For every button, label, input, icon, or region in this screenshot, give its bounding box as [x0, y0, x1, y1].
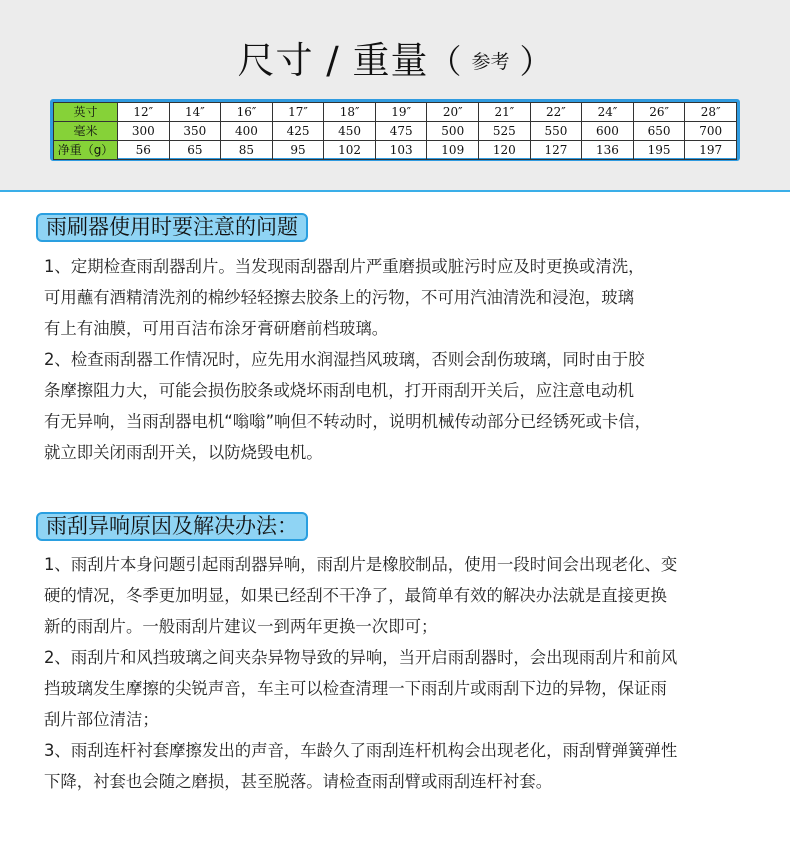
table-cell: 425 — [272, 122, 324, 141]
table-row-weight — [54, 141, 737, 160]
section2-line: 新的雨刮片。一般雨刮片建议一到两年更换一次即可； — [44, 617, 438, 636]
section2-line: 1、雨刮片本身问题引起雨刮器异响，雨刮片是橡胶制品，使用一段时间会出现老化、变 — [44, 555, 678, 574]
table-cell: 65 — [169, 141, 221, 160]
table-cell: 600 — [582, 122, 634, 141]
table-cell: 300 — [118, 122, 170, 141]
table-cell: 26″ — [633, 103, 685, 122]
section2-line: 挡玻璃发生摩擦的尖锐声音，车主可以检查清理一下雨刮片或雨刮下边的异物，保证雨 — [44, 679, 667, 698]
table-cell: 350 — [169, 122, 221, 141]
table-cell: 550 — [530, 122, 582, 141]
table-cell: 85 — [221, 141, 273, 160]
section1-line: 2、检查雨刮器工作情况时，应先用水润湿挡风玻璃，否则会刮伤玻璃，同时由于胶 — [44, 350, 645, 369]
title-main: 尺寸 / 重量 — [237, 39, 429, 82]
table-row-inch — [54, 103, 737, 122]
section2-line: 硬的情况，冬季更加明显，如果已经刮不干净了，最简单有效的解决办法就是直接更换 — [44, 586, 667, 605]
table-cell: 24″ — [582, 103, 634, 122]
section2-body — [44, 549, 764, 797]
table-cell: 20″ — [427, 103, 479, 122]
section2-line: 2、雨刮片和风挡玻璃之间夹杂异物导致的异响，当开启雨刮器时，会出现雨刮片和前风 — [44, 648, 678, 667]
table-cell: 400 — [221, 122, 273, 141]
section1-line: 有无异响，当雨刮器电机“嗡嗡”响但不转动时，说明机械传动部分已经锈死或卡信， — [44, 412, 652, 431]
table-cell: 103 — [375, 141, 427, 160]
table-cell: 136 — [582, 141, 634, 160]
title-sub: 参考 — [471, 51, 510, 73]
table-cell: 28″ — [685, 103, 737, 122]
table-cell: 195 — [633, 141, 685, 160]
section1-line: 就立即关闭雨刮开关，以防烧毁电机。 — [44, 443, 323, 462]
spec-table-frame — [50, 99, 740, 161]
section1-line: 有上有油膜，可用百洁布涂牙膏研磨前档玻璃。 — [44, 319, 389, 338]
table-cell: 127 — [530, 141, 582, 160]
section1-heading: 雨刷器使用时要注意的问题 — [36, 213, 308, 242]
table-cell: 14″ — [169, 103, 221, 122]
table-cell: 21″ — [479, 103, 531, 122]
table-cell: 700 — [685, 122, 737, 141]
table-row-mm — [54, 122, 737, 141]
table-cell: 22″ — [530, 103, 582, 122]
section1-line: 可用蘸有酒精清洗剂的棉纱轻轻擦去胶条上的污物，不可用汽油清洗和浸泡，玻璃 — [44, 288, 635, 307]
section2-line: 刮片部位清洁； — [44, 710, 159, 729]
section1-line: 条摩擦阻力大，可能会损伤胶条或烧坏雨刮电机，打开雨刮开关后，应注意电动机 — [44, 381, 635, 400]
table-cell: 650 — [633, 122, 685, 141]
section2-heading: 雨刮异响原因及解决办法： — [36, 512, 308, 541]
table-cell: 16″ — [221, 103, 273, 122]
section2-line: 下降，衬套也会随之磨损，甚至脱落。请检查雨刮臂或雨刮连杆衬套。 — [44, 772, 553, 791]
spec-table — [53, 102, 737, 160]
table-cell: 475 — [375, 122, 427, 141]
header-band — [0, 0, 790, 192]
row-label-weight: 净重（g） — [54, 141, 118, 160]
title-paren-close: ） — [519, 42, 553, 81]
section1-body — [44, 251, 764, 468]
table-cell: 12″ — [118, 103, 170, 122]
row-label-mm: 毫米 — [54, 122, 118, 141]
table-cell: 120 — [479, 141, 531, 160]
table-cell: 18″ — [324, 103, 376, 122]
table-cell: 525 — [479, 122, 531, 141]
table-cell: 56 — [118, 141, 170, 160]
table-cell: 450 — [324, 122, 376, 141]
section2-line: 3、雨刮连杆衬套摩擦发出的声音，车龄久了雨刮连杆机构会出现老化，雨刮臂弹簧弹性 — [44, 741, 678, 760]
table-cell: 102 — [324, 141, 376, 160]
row-label-inch: 英寸 — [54, 103, 118, 122]
table-cell: 19″ — [375, 103, 427, 122]
page-title — [0, 30, 790, 84]
table-cell: 109 — [427, 141, 479, 160]
table-cell: 197 — [685, 141, 737, 160]
section1-line: 1、定期检查雨刮器刮片。当发现雨刮器刮片严重磨损或脏污时应及时更换或清洗， — [44, 257, 645, 276]
table-cell: 95 — [272, 141, 324, 160]
title-paren-open: （ — [428, 42, 462, 81]
table-cell: 17″ — [272, 103, 324, 122]
table-cell: 500 — [427, 122, 479, 141]
